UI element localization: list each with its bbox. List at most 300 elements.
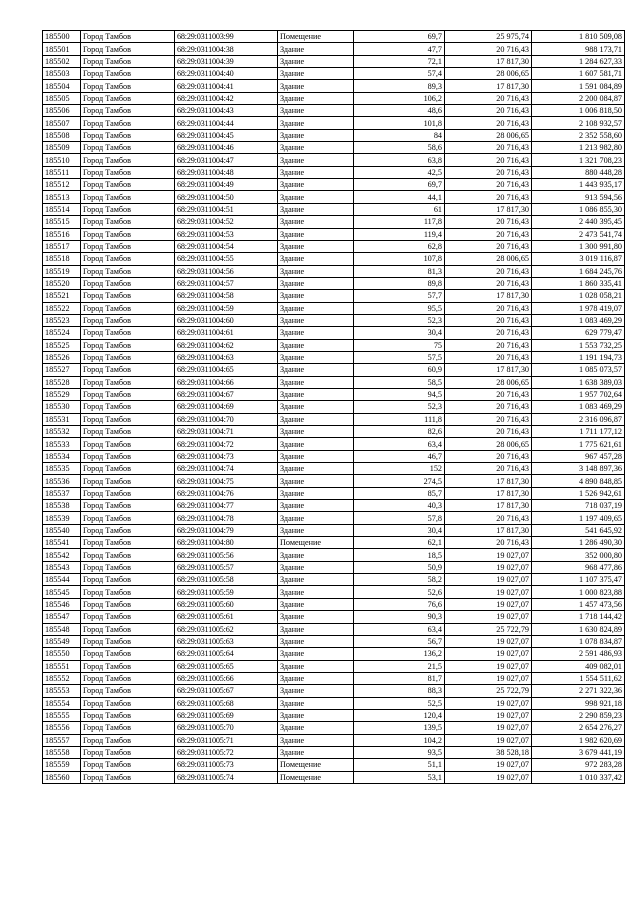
cadastral-number-cell: 68:29:0311004:79 [175,524,278,536]
object-type-cell: Здание [278,351,354,363]
table-row [43,191,625,203]
cadastral-value-cell: 2 352 558,60 [532,129,625,141]
cadastral-number-cell: 68:29:0311004:58 [175,290,278,302]
object-type-cell: Здание [278,734,354,746]
object-type-cell: Здание [278,339,354,351]
city-cell: Город Тамбов [81,746,175,758]
cadastral-value-cell: 1 197 409,65 [532,512,625,524]
table-row [43,105,625,117]
object-type-cell: Здание [278,43,354,55]
object-type-cell: Здание [278,253,354,265]
table-row [43,746,625,758]
unit-value-cell: 19 027,07 [445,672,532,684]
row-number-cell: 185511 [43,166,81,178]
cadastral-value-cell: 913 594,56 [532,191,625,203]
row-number-cell: 185556 [43,722,81,734]
unit-value-cell: 25 975,74 [445,31,532,43]
object-type-cell: Здание [278,611,354,623]
unit-value-cell: 19 027,07 [445,771,532,783]
cadastral-value-cell: 1 553 732,25 [532,339,625,351]
area-cell: 52,6 [354,586,445,598]
area-cell: 57,5 [354,351,445,363]
unit-value-cell: 19 027,07 [445,598,532,610]
area-cell: 63,8 [354,154,445,166]
area-cell: 30,4 [354,524,445,536]
cadastral-value-cell: 1 006 818,50 [532,105,625,117]
row-number-cell: 185504 [43,80,81,92]
unit-value-cell: 19 027,07 [445,709,532,721]
cadastral-value-cell: 1 213 982,80 [532,142,625,154]
cadastral-number-cell: 68:29:0311005:56 [175,549,278,561]
cadastral-number-cell: 68:29:0311004:73 [175,450,278,462]
area-cell: 56,7 [354,635,445,647]
cadastral-value-table [42,30,625,784]
object-type-cell: Здание [278,265,354,277]
row-number-cell: 185547 [43,611,81,623]
cadastral-value-cell: 1 607 581,71 [532,68,625,80]
area-cell: 85,7 [354,487,445,499]
table-row [43,117,625,129]
row-number-cell: 185518 [43,253,81,265]
city-cell: Город Тамбов [81,512,175,524]
city-cell: Город Тамбов [81,117,175,129]
area-cell: 30,4 [354,327,445,339]
area-cell: 63,4 [354,438,445,450]
city-cell: Город Тамбов [81,586,175,598]
unit-value-cell: 19 027,07 [445,549,532,561]
city-cell: Город Тамбов [81,635,175,647]
area-cell: 52,5 [354,697,445,709]
table-row [43,376,625,388]
object-type-cell: Здание [278,117,354,129]
cadastral-value-cell: 1 010 337,42 [532,771,625,783]
area-cell: 48,6 [354,105,445,117]
cadastral-number-cell: 68:29:0311005:71 [175,734,278,746]
cadastral-value-cell: 1 775 621,61 [532,438,625,450]
unit-value-cell: 20 716,43 [445,413,532,425]
cadastral-value-cell: 2 440 395,45 [532,216,625,228]
area-cell: 18,5 [354,549,445,561]
city-cell: Город Тамбов [81,771,175,783]
cadastral-number-cell: 68:29:0311004:44 [175,117,278,129]
unit-value-cell: 17 817,30 [445,80,532,92]
table-row [43,549,625,561]
cadastral-value-cell: 1 083 469,29 [532,401,625,413]
area-cell: 69,7 [354,179,445,191]
unit-value-cell: 20 716,43 [445,228,532,240]
cadastral-value-cell: 967 457,28 [532,450,625,462]
cadastral-value-cell: 1 286 490,30 [532,537,625,549]
area-cell: 58,6 [354,142,445,154]
city-cell: Город Тамбов [81,709,175,721]
cadastral-value-cell: 1 810 509,08 [532,31,625,43]
city-cell: Город Тамбов [81,129,175,141]
object-type-cell: Помещение [278,31,354,43]
cadastral-number-cell: 68:29:0311004:41 [175,80,278,92]
cadastral-number-cell: 68:29:0311004:74 [175,463,278,475]
cadastral-number-cell: 68:29:0311004:55 [175,253,278,265]
object-type-cell: Здание [278,574,354,586]
object-type-cell: Здание [278,586,354,598]
cadastral-value-cell: 1 443 935,17 [532,179,625,191]
cadastral-number-cell: 68:29:0311005:73 [175,759,278,771]
object-type-cell: Здание [278,685,354,697]
area-cell: 89,8 [354,277,445,289]
object-type-cell: Здание [278,228,354,240]
object-type-cell: Здание [278,598,354,610]
city-cell: Город Тамбов [81,722,175,734]
cadastral-number-cell: 68:29:0311004:65 [175,364,278,376]
area-cell: 50,9 [354,561,445,573]
area-cell: 107,8 [354,253,445,265]
city-cell: Город Тамбов [81,92,175,104]
cadastral-number-cell: 68:29:0311003:99 [175,31,278,43]
city-cell: Город Тамбов [81,648,175,660]
row-number-cell: 185509 [43,142,81,154]
area-cell: 62,8 [354,240,445,252]
row-number-cell: 185523 [43,314,81,326]
unit-value-cell: 20 716,43 [445,401,532,413]
cadastral-number-cell: 68:29:0311004:54 [175,240,278,252]
area-cell: 62,1 [354,537,445,549]
city-cell: Город Тамбов [81,598,175,610]
unit-value-cell: 28 006,65 [445,376,532,388]
object-type-cell: Здание [278,401,354,413]
area-cell: 57,7 [354,290,445,302]
area-cell: 63,4 [354,623,445,635]
area-cell: 60,9 [354,364,445,376]
object-type-cell: Здание [278,672,354,684]
area-cell: 57,8 [354,512,445,524]
cadastral-value-cell: 972 283,28 [532,759,625,771]
area-cell: 139,5 [354,722,445,734]
unit-value-cell: 28 006,65 [445,129,532,141]
table-row [43,734,625,746]
cadastral-value-cell: 1 591 084,89 [532,80,625,92]
area-cell: 44,1 [354,191,445,203]
table-row [43,438,625,450]
cadastral-value-cell: 2 200 084,87 [532,92,625,104]
object-type-cell: Здание [278,191,354,203]
table-body [43,31,625,784]
table-row [43,512,625,524]
row-number-cell: 185554 [43,697,81,709]
table-row [43,216,625,228]
object-type-cell: Здание [278,105,354,117]
cadastral-value-cell: 2 316 096,87 [532,413,625,425]
table-row [43,598,625,610]
table-row [43,475,625,487]
object-type-cell: Здание [278,240,354,252]
city-cell: Город Тамбов [81,475,175,487]
city-cell: Город Тамбов [81,80,175,92]
table-row [43,537,625,549]
city-cell: Город Тамбов [81,660,175,672]
unit-value-cell: 20 716,43 [445,537,532,549]
unit-value-cell: 19 027,07 [445,611,532,623]
table-row [43,660,625,672]
unit-value-cell: 20 716,43 [445,302,532,314]
row-number-cell: 185528 [43,376,81,388]
table-row [43,43,625,55]
cadastral-value-cell: 998 921,18 [532,697,625,709]
area-cell: 101,8 [354,117,445,129]
cadastral-value-cell: 1 085 073,57 [532,364,625,376]
cadastral-number-cell: 68:29:0311004:71 [175,426,278,438]
city-cell: Город Тамбов [81,216,175,228]
unit-value-cell: 19 027,07 [445,648,532,660]
city-cell: Город Тамбов [81,364,175,376]
cadastral-number-cell: 68:29:0311005:61 [175,611,278,623]
cadastral-number-cell: 68:29:0311004:62 [175,339,278,351]
unit-value-cell: 17 817,30 [445,55,532,67]
cadastral-value-cell: 4 890 848,85 [532,475,625,487]
city-cell: Город Тамбов [81,351,175,363]
city-cell: Город Тамбов [81,253,175,265]
cadastral-number-cell: 68:29:0311005:58 [175,574,278,586]
city-cell: Город Тамбов [81,450,175,462]
city-cell: Город Тамбов [81,339,175,351]
table-row [43,574,625,586]
cadastral-value-cell: 1 718 144,42 [532,611,625,623]
row-number-cell: 185513 [43,191,81,203]
area-cell: 61 [354,203,445,215]
table-row [43,426,625,438]
row-number-cell: 185516 [43,228,81,240]
object-type-cell: Здание [278,216,354,228]
cadastral-number-cell: 68:29:0311005:63 [175,635,278,647]
city-cell: Город Тамбов [81,203,175,215]
cadastral-number-cell: 68:29:0311004:59 [175,302,278,314]
row-number-cell: 185551 [43,660,81,672]
table-row [43,240,625,252]
cadastral-value-cell: 629 779,47 [532,327,625,339]
unit-value-cell: 25 722,79 [445,623,532,635]
area-cell: 95,5 [354,302,445,314]
row-number-cell: 185531 [43,413,81,425]
unit-value-cell: 20 716,43 [445,43,532,55]
table-row [43,487,625,499]
cadastral-value-cell: 1 457 473,56 [532,598,625,610]
cadastral-number-cell: 68:29:0311005:67 [175,685,278,697]
area-cell: 274,5 [354,475,445,487]
area-cell: 90,3 [354,611,445,623]
cadastral-number-cell: 68:29:0311004:72 [175,438,278,450]
table-row [43,586,625,598]
city-cell: Город Тамбов [81,426,175,438]
cadastral-value-cell: 1 191 194,73 [532,351,625,363]
table-row [43,302,625,314]
area-cell: 88,3 [354,685,445,697]
object-type-cell: Здание [278,660,354,672]
row-number-cell: 185524 [43,327,81,339]
cadastral-number-cell: 68:29:0311004:69 [175,401,278,413]
row-number-cell: 185560 [43,771,81,783]
table-row [43,166,625,178]
object-type-cell: Здание [278,55,354,67]
cadastral-number-cell: 68:29:0311004:42 [175,92,278,104]
cadastral-value-cell: 1 638 389,03 [532,376,625,388]
row-number-cell: 185536 [43,475,81,487]
row-number-cell: 185530 [43,401,81,413]
object-type-cell: Здание [278,463,354,475]
city-cell: Город Тамбов [81,623,175,635]
area-cell: 119,4 [354,228,445,240]
cadastral-value-cell: 2 473 541,74 [532,228,625,240]
row-number-cell: 185553 [43,685,81,697]
cadastral-value-cell: 1 630 824,89 [532,623,625,635]
cadastral-value-cell: 1 957 702,64 [532,388,625,400]
cadastral-number-cell: 68:29:0311004:53 [175,228,278,240]
object-type-cell: Здание [278,166,354,178]
unit-value-cell: 20 716,43 [445,314,532,326]
object-type-cell: Здание [278,92,354,104]
area-cell: 82,6 [354,426,445,438]
area-cell: 120,4 [354,709,445,721]
cadastral-number-cell: 68:29:0311005:66 [175,672,278,684]
cadastral-value-cell: 2 108 932,57 [532,117,625,129]
object-type-cell: Здание [278,450,354,462]
city-cell: Город Тамбов [81,685,175,697]
object-type-cell: Здание [278,179,354,191]
cadastral-number-cell: 68:29:0311004:52 [175,216,278,228]
cadastral-number-cell: 68:29:0311004:49 [175,179,278,191]
cadastral-number-cell: 68:29:0311004:57 [175,277,278,289]
object-type-cell: Здание [278,68,354,80]
cadastral-number-cell: 68:29:0311004:70 [175,413,278,425]
cadastral-number-cell: 68:29:0311005:70 [175,722,278,734]
unit-value-cell: 20 716,43 [445,277,532,289]
cadastral-value-cell: 1 078 834,87 [532,635,625,647]
cadastral-number-cell: 68:29:0311004:77 [175,500,278,512]
city-cell: Город Тамбов [81,179,175,191]
city-cell: Город Тамбов [81,672,175,684]
city-cell: Город Тамбов [81,302,175,314]
object-type-cell: Здание [278,648,354,660]
city-cell: Город Тамбов [81,191,175,203]
table-row [43,92,625,104]
table-row [43,68,625,80]
city-cell: Город Тамбов [81,142,175,154]
cadastral-number-cell: 68:29:0311005:57 [175,561,278,573]
table-row [43,142,625,154]
row-number-cell: 185542 [43,549,81,561]
cadastral-value-cell: 1 978 419,07 [532,302,625,314]
unit-value-cell: 20 716,43 [445,512,532,524]
unit-value-cell: 19 027,07 [445,697,532,709]
object-type-cell: Здание [278,524,354,536]
unit-value-cell: 20 716,43 [445,463,532,475]
row-number-cell: 185507 [43,117,81,129]
cadastral-value-cell: 988 173,71 [532,43,625,55]
unit-value-cell: 20 716,43 [445,240,532,252]
table-row [43,623,625,635]
city-cell: Город Тамбов [81,463,175,475]
unit-value-cell: 20 716,43 [445,154,532,166]
cadastral-number-cell: 68:29:0311005:74 [175,771,278,783]
object-type-cell: Здание [278,697,354,709]
table-row [43,203,625,215]
cadastral-number-cell: 68:29:0311004:40 [175,68,278,80]
area-cell: 52,3 [354,314,445,326]
unit-value-cell: 17 817,30 [445,290,532,302]
city-cell: Город Тамбов [81,388,175,400]
city-cell: Город Тамбов [81,43,175,55]
city-cell: Город Тамбов [81,31,175,43]
cadastral-number-cell: 68:29:0311005:65 [175,660,278,672]
table-row [43,648,625,660]
city-cell: Город Тамбов [81,401,175,413]
table-row [43,463,625,475]
cadastral-number-cell: 68:29:0311004:43 [175,105,278,117]
object-type-cell: Здание [278,623,354,635]
unit-value-cell: 20 716,43 [445,450,532,462]
object-type-cell: Здание [278,549,354,561]
cadastral-number-cell: 68:29:0311005:69 [175,709,278,721]
row-number-cell: 185532 [43,426,81,438]
city-cell: Город Тамбов [81,574,175,586]
area-cell: 57,4 [354,68,445,80]
cadastral-value-cell: 1 711 177,12 [532,426,625,438]
table-row [43,290,625,302]
cadastral-number-cell: 68:29:0311004:47 [175,154,278,166]
unit-value-cell: 20 716,43 [445,327,532,339]
row-number-cell: 185541 [43,537,81,549]
object-type-cell: Помещение [278,759,354,771]
area-cell: 84 [354,129,445,141]
unit-value-cell: 20 716,43 [445,339,532,351]
unit-value-cell: 17 817,30 [445,524,532,536]
table-row [43,709,625,721]
unit-value-cell: 20 716,43 [445,142,532,154]
cadastral-number-cell: 68:29:0311004:46 [175,142,278,154]
unit-value-cell: 17 817,30 [445,203,532,215]
cadastral-number-cell: 68:29:0311005:60 [175,598,278,610]
cadastral-value-cell: 968 477,86 [532,561,625,573]
unit-value-cell: 17 817,30 [445,475,532,487]
city-cell: Город Тамбов [81,500,175,512]
cadastral-number-cell: 68:29:0311004:61 [175,327,278,339]
city-cell: Город Тамбов [81,487,175,499]
cadastral-value-cell: 3 019 116,87 [532,253,625,265]
unit-value-cell: 28 006,65 [445,438,532,450]
unit-value-cell: 17 817,30 [445,500,532,512]
city-cell: Город Тамбов [81,105,175,117]
object-type-cell: Здание [278,364,354,376]
cadastral-number-cell: 68:29:0311005:59 [175,586,278,598]
object-type-cell: Здание [278,327,354,339]
city-cell: Город Тамбов [81,327,175,339]
table-row [43,31,625,43]
unit-value-cell: 19 027,07 [445,660,532,672]
row-number-cell: 185538 [43,500,81,512]
cadastral-value-cell: 541 645,92 [532,524,625,536]
row-number-cell: 185508 [43,129,81,141]
table-row [43,179,625,191]
object-type-cell: Здание [278,203,354,215]
area-cell: 46,7 [354,450,445,462]
row-number-cell: 185526 [43,351,81,363]
area-cell: 42,5 [354,166,445,178]
object-type-cell: Здание [278,413,354,425]
cadastral-value-cell: 1 526 942,61 [532,487,625,499]
row-number-cell: 185517 [43,240,81,252]
table-row [43,611,625,623]
table-row [43,80,625,92]
cadastral-number-cell: 68:29:0311004:48 [175,166,278,178]
unit-value-cell: 28 006,65 [445,68,532,80]
city-cell: Город Тамбов [81,611,175,623]
